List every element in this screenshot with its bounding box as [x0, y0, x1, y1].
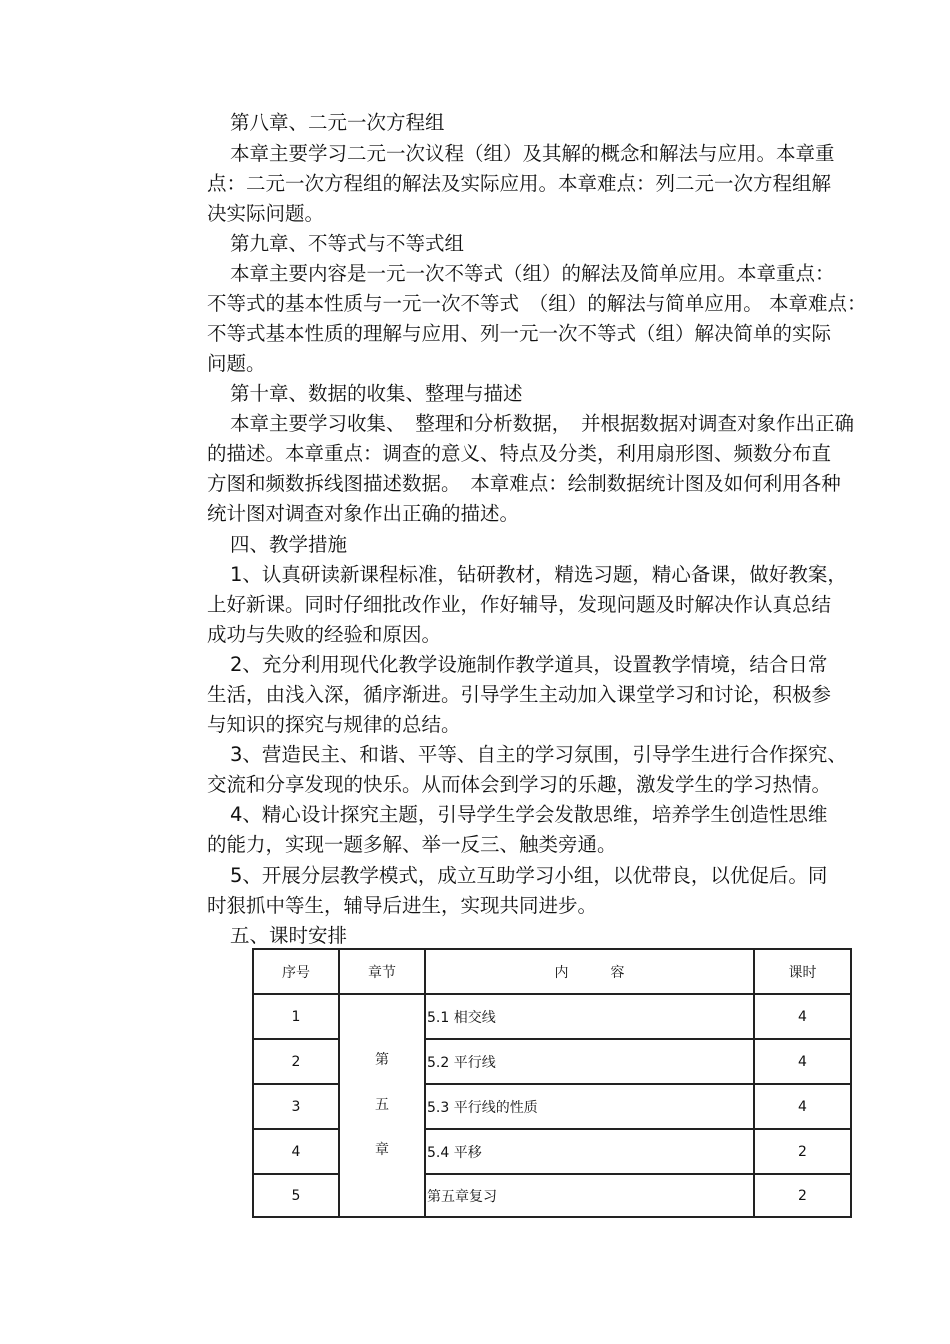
text-line: 的描述。本章重点：调查的意义、特点及分类，利用扇形图、频数分布直 [207, 442, 832, 465]
section-5-heading: 五、课时安排 [230, 924, 348, 947]
content-cell: 第五章复习 [425, 1174, 754, 1217]
text-line: 本章主要学习收集、 整理和分析数据， 并根据数据对调查对象作出正确 [230, 412, 855, 435]
text-line: 1、认真研读新课程标准，钻研教材，精选习题，精心备课，做好教案， [230, 563, 847, 586]
text-line: 统计图对调查对象作出正确的描述。 [207, 502, 520, 525]
text-line: 点：二元一次方程组的解法及实际应用。本章难点：列二元一次方程组解 [207, 172, 832, 195]
content-cell: 5.1 相交线 [425, 994, 754, 1039]
text-line: 不等式基本性质的理解与应用、列一元一次不等式（组）解决简单的实际 [207, 322, 832, 345]
text-line: 5、开展分层教学模式，成立互助学习小组，以优带良，以优促后。同 [230, 864, 828, 887]
chapter-8-heading: 第八章、二元一次方程组 [230, 111, 445, 134]
chapter-9-heading: 第九章、不等式与不等式组 [230, 232, 465, 255]
text-line: 生活，由浅入深，循序渐进。引导学生主动加入课堂学习和讨论，积极参 [207, 683, 832, 706]
header-cell: 内 容 [425, 949, 754, 994]
text-line: 本章主要内容是一元一次不等式（组）的解法及简单应用。本章重点： [230, 262, 835, 285]
text-line: 上好新课。同时仔细批改作业，作好辅导，发现问题及时解决作认真总结 [207, 593, 832, 616]
row-number: 1 [253, 994, 339, 1039]
text-line: 4、精心设计探究主题，引导学生学会发散思维，培养学生创造性思维 [230, 803, 828, 826]
row-number: 4 [253, 1129, 339, 1174]
chapter-char: 章 [375, 1142, 389, 1158]
table-header-row [253, 949, 851, 994]
hours-cell: 4 [754, 1039, 851, 1084]
hours-cell: 4 [754, 994, 851, 1039]
text-line: 的能力，实现一题多解、举一反三、触类旁通。 [207, 833, 617, 856]
table-row [253, 994, 851, 1039]
header-cell: 章节 [339, 949, 425, 994]
hours-cell: 4 [754, 1084, 851, 1129]
text-line: 方图和频数拆线图描述数据。 本章难点：绘制数据统计图及如何利用各种 [207, 472, 841, 495]
schedule-table [252, 948, 852, 1218]
chapter-char: 五 [375, 1097, 389, 1113]
text-line: 3、营造民主、和谐、平等、自主的学习氛围，引导学生进行合作探究、 [230, 743, 847, 766]
row-number: 2 [253, 1039, 339, 1084]
text-line: 交流和分享发现的快乐。从而体会到学习的乐趣，激发学生的学习热情。 [207, 773, 832, 796]
text-line: 2、充分利用现代化教学设施制作教学道具，设置教学情境，结合日常 [230, 653, 828, 676]
row-number: 3 [253, 1084, 339, 1129]
chapter-char: 第 [375, 1052, 389, 1068]
text-line: 时狠抓中等生，辅导后进生，实现共同进步。 [207, 894, 598, 917]
text-line: 问题。 [207, 352, 266, 375]
text-line: 决实际问题。 [207, 202, 325, 225]
row-number: 5 [253, 1174, 339, 1217]
header-cell: 序号 [253, 949, 339, 994]
content-cell: 5.4 平移 [425, 1129, 754, 1174]
hours-cell: 2 [754, 1129, 851, 1174]
text-line: 不等式的基本性质与一元一次不等式 （组）的解法与简单应用。 本章难点： [207, 292, 867, 315]
hours-cell: 2 [754, 1174, 851, 1217]
header-cell: 课时 [754, 949, 851, 994]
section-4-heading: 四、教学措施 [230, 533, 348, 556]
text-line: 本章主要学习二元一次议程（组）及其解的概念和解法与应用。本章重 [230, 142, 835, 165]
chapter-cell [339, 994, 425, 1217]
content-cell: 5.2 平行线 [425, 1039, 754, 1084]
text-line: 成功与失败的经验和原因。 [207, 623, 442, 646]
content-cell: 5.3 平行线的性质 [425, 1084, 754, 1129]
text-line: 与知识的探究与规律的总结。 [207, 713, 461, 736]
chapter-10-heading: 第十章、数据的收集、整理与描述 [230, 382, 523, 405]
